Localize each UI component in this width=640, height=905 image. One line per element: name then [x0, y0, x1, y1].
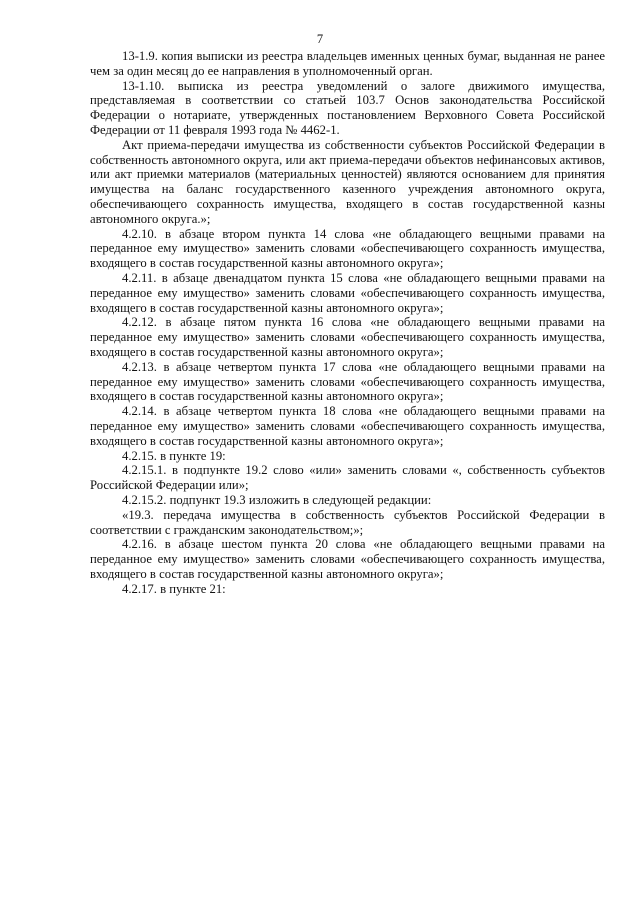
paragraph-4-2-14: 4.2.14. в абзаце четвертом пункта 18 слова «не обладающего вещными правами на переданное ему имущество» заменить словами «обеспечивающего сохранность имущества, входящего в состав государственной казны автономного округа»;: [90, 404, 605, 448]
paragraph-4-2-15: 4.2.15. в пункте 19:: [122, 448, 226, 463]
paragraph-19-3-quote: «19.3. передача имущества в собственность субъектов Российской Федерации в соответствии с гражданским законодательством;»;: [90, 507, 605, 537]
paragraph-4-2-17: 4.2.17. в пункте 21:: [122, 581, 226, 596]
paragraph-13-1-10: 13-1.10. выписка из реестра уведомлений о залоге движимого имущества, представляемая в соответствии со статьей 103.7 Основ законодательства Российской Федерации о нотариате, утвержденных постановлением Верховного Совета Российской Федерации от 11 февраля 1993 года № 4462-1.: [90, 78, 605, 137]
paragraph-4-2-10: 4.2.10. в абзаце втором пункта 14 слова «не обладающего вещными правами на переданное ему имущество» заменить словами «обеспечивающего сохранность имущества, входящего в состав государственной казны автономного округа»;: [90, 226, 605, 271]
document-body: [90, 49, 605, 596]
paragraph-4-2-15-1: 4.2.15.1. в подпункте 19.2 слово «или» заменить словами «, собственность субъектов Российской Федерации или»;: [90, 463, 605, 493]
paragraph-13-1-9: 13-1.9. копия выписки из реестра владельцев именных ценных бумаг, выданная не ранее чем за один месяц до ее направления в уполномоченный орган.: [90, 49, 605, 78]
paragraph-4-2-13: 4.2.13. в абзаце четвертом пункта 17 слова «не обладающего вещными правами на переданное ему имущество» заменить словами «обеспечивающего сохранность имущества, входящего в состав государственной казны автономного округа»;: [90, 359, 605, 404]
paragraph-4-2-11: 4.2.11. в абзаце двенадцатом пункта 15 слова «не обладающего вещными правами на переданное ему имущество» заменить словами «обеспечивающего сохранность имущества, входящего в состав государственной казны автономного округа»;: [90, 270, 605, 315]
paragraph-4-2-15-2: 4.2.15.2. подпункт 19.3 изложить в следующей редакции:: [122, 492, 432, 507]
paragraph-4-2-16: 4.2.16. в абзаце шестом пункта 20 слова «не обладающего вещными правами на переданное ему имущество» заменить словами «обеспечивающего сохранность имущества, входящего в состав государственной казны автономного округа»;: [90, 537, 605, 581]
page-number: 7: [316, 32, 324, 46]
paragraph-4-2-12: 4.2.12. в абзаце пятом пункта 16 слова «не обладающего вещными правами на переданное ему имущество» заменить словами «обеспечивающего сохранность имущества, входящего в состав государственной казны автономного округа»;: [90, 315, 605, 359]
paragraph-transfer-act: Акт приема-передачи имущества из собственности субъектов Российской Федерации в собственность автономного округа, или акт приема-передачи объектов нефинансовых активов, или акт приемки материалов (материальных ценностей) являются основанием для принятия имущества на баланс государственного казенного учреждения автономного округа, обеспечивающего сохранность имущества, входящего в состав государственной казны автономного округа.»;: [90, 137, 605, 226]
